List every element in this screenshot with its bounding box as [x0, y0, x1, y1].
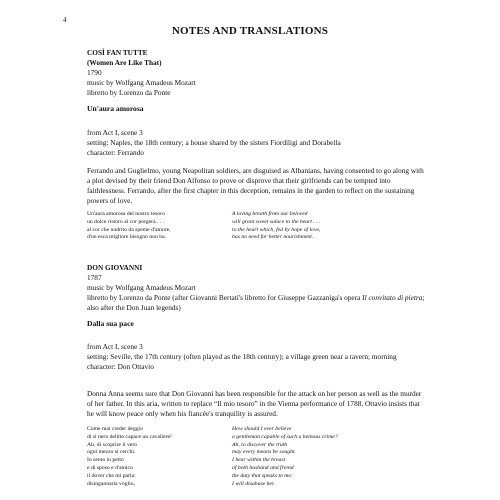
- lyric-line: disingannarla voglio,: [87, 480, 136, 487]
- aria1-character: character: Ferrando: [87, 148, 144, 157]
- lyric-line: Ah, to discover the truth: [232, 441, 288, 448]
- lyric-line: to the heart which, fed by hope of love,: [232, 226, 321, 233]
- aria1-setting: setting: Naples, the 18th century; a house shared by the sisters Fiordiligi and Dorabella: [87, 138, 341, 147]
- lyric-line: Ah, di scoprire il vero: [87, 441, 138, 448]
- aria2-character: character: Don Ottavio: [87, 362, 154, 371]
- aria1-title: Un'aura amorosa: [87, 104, 144, 113]
- aria1-act: from Act I, scene 3: [87, 128, 143, 137]
- lyric-line: the duty that speaks to me:: [232, 472, 293, 479]
- opera1-subtitle: (Women Are Like That): [87, 58, 162, 67]
- aria2-italian-lyrics: [87, 426, 172, 488]
- page-heading: NOTES AND TRANSLATIONS: [171, 25, 329, 37]
- aria1-english-lyrics: [232, 211, 320, 242]
- opera2-libretto-text-end: ; also after the Don Juan legends): [87, 293, 425, 312]
- aria1-italian-lyrics: [87, 211, 171, 242]
- page-number: 4: [63, 16, 67, 24]
- opera1-music: music by Wolfgang Amadeus Mozart: [87, 78, 196, 87]
- lyric-line: of both husband and friend: [232, 464, 294, 471]
- lyric-line: will grant sweet solace to the heart . . .: [232, 218, 321, 225]
- lyric-line: Un'aura amorosa del nostro tesoro: [87, 211, 165, 217]
- lyric-line: al cor che nudrito da speme d'amore,: [87, 226, 171, 233]
- lyric-line: e di sposo e d'amico: [87, 464, 133, 471]
- lyric-line: d'un esca migliore bisogno non ha.: [87, 234, 167, 241]
- aria2-act: from Act I, scene 3: [87, 342, 143, 351]
- aria1-info: [87, 128, 437, 158]
- lyric-line: A loving breath from our beloved: [232, 211, 308, 217]
- opera1-info: [87, 48, 437, 98]
- lyric-line: I hear within the breast: [232, 457, 286, 464]
- opera2-year: 1787: [87, 273, 102, 282]
- opera2-music: music by Wolfgang Amadeus Mozart: [87, 283, 196, 292]
- lyric-line: Io sento in petto: [87, 457, 124, 464]
- aria2-english-lyrics: [232, 426, 338, 488]
- aria2-setting: setting: Seville, the 17th century (often played as the 18th century); a village green near a tavern; morning: [87, 352, 397, 361]
- lyric-line: ogni mezzo si cerchi.: [87, 449, 136, 456]
- lyric-line: il dover che mi parla:: [87, 472, 136, 479]
- lyric-line: di sì nero delitto capace un cavaliere!: [87, 433, 172, 440]
- lyric-line: How should I ever believe: [232, 426, 292, 432]
- opera2-libretto-italic: Il convitato di pietra: [362, 293, 423, 302]
- lyric-line: may every means be sought.: [232, 449, 296, 456]
- aria1-note: Ferrando and Guglielmo, young Neapolitan soldiers, are disguised as Albanians, having consented to go along with a plot devised by their friend Don Alfonso to prove or disprove that their girlfriends can be tempted into faithlessness. Ferrando, after the first chapter in this deception, remains in the garden to reflect on the sustaining powers of love.: [87, 166, 424, 205]
- lyric-line: un dolce ristoro al cor porgerà . . .: [87, 218, 165, 225]
- opera2-title: DON GIOVANNI: [87, 263, 143, 272]
- lyric-line: Come mai creder deggio: [87, 426, 144, 432]
- opera1-libretto: libretto by Lorenzo da Ponte: [87, 88, 171, 97]
- opera1-year: 1790: [87, 68, 102, 77]
- opera2-libretto-text: libretto by Lorenzo da Ponte (after Giovanni Bertati's libretto for Giuseppe Gazzaniga's opera: [87, 293, 363, 302]
- lyric-line: has no need for better nourishment.: [232, 234, 314, 241]
- aria2-title: Dalla sua pace: [87, 319, 134, 328]
- opera2-libretto: [87, 293, 437, 313]
- aria2-note: Donna Anna seems sure that Don Giovanni has been responsible for the attack on her person as well as the murder of her father. In this aria, written to replace “Il mio tesoro” in the Vienna performance of 1788, Ottavio insists that he will know peace only when his fiancée's tranquility is assured.: [87, 389, 422, 418]
- opera1-title: COSÌ FAN TUTTE: [87, 48, 148, 57]
- lyric-line: I will disabuse her.: [232, 480, 275, 487]
- lyric-line: a gentleman capable of such a heinous crime?: [232, 433, 338, 440]
- aria2-info: [87, 342, 437, 372]
- opera2-info: [87, 263, 437, 313]
